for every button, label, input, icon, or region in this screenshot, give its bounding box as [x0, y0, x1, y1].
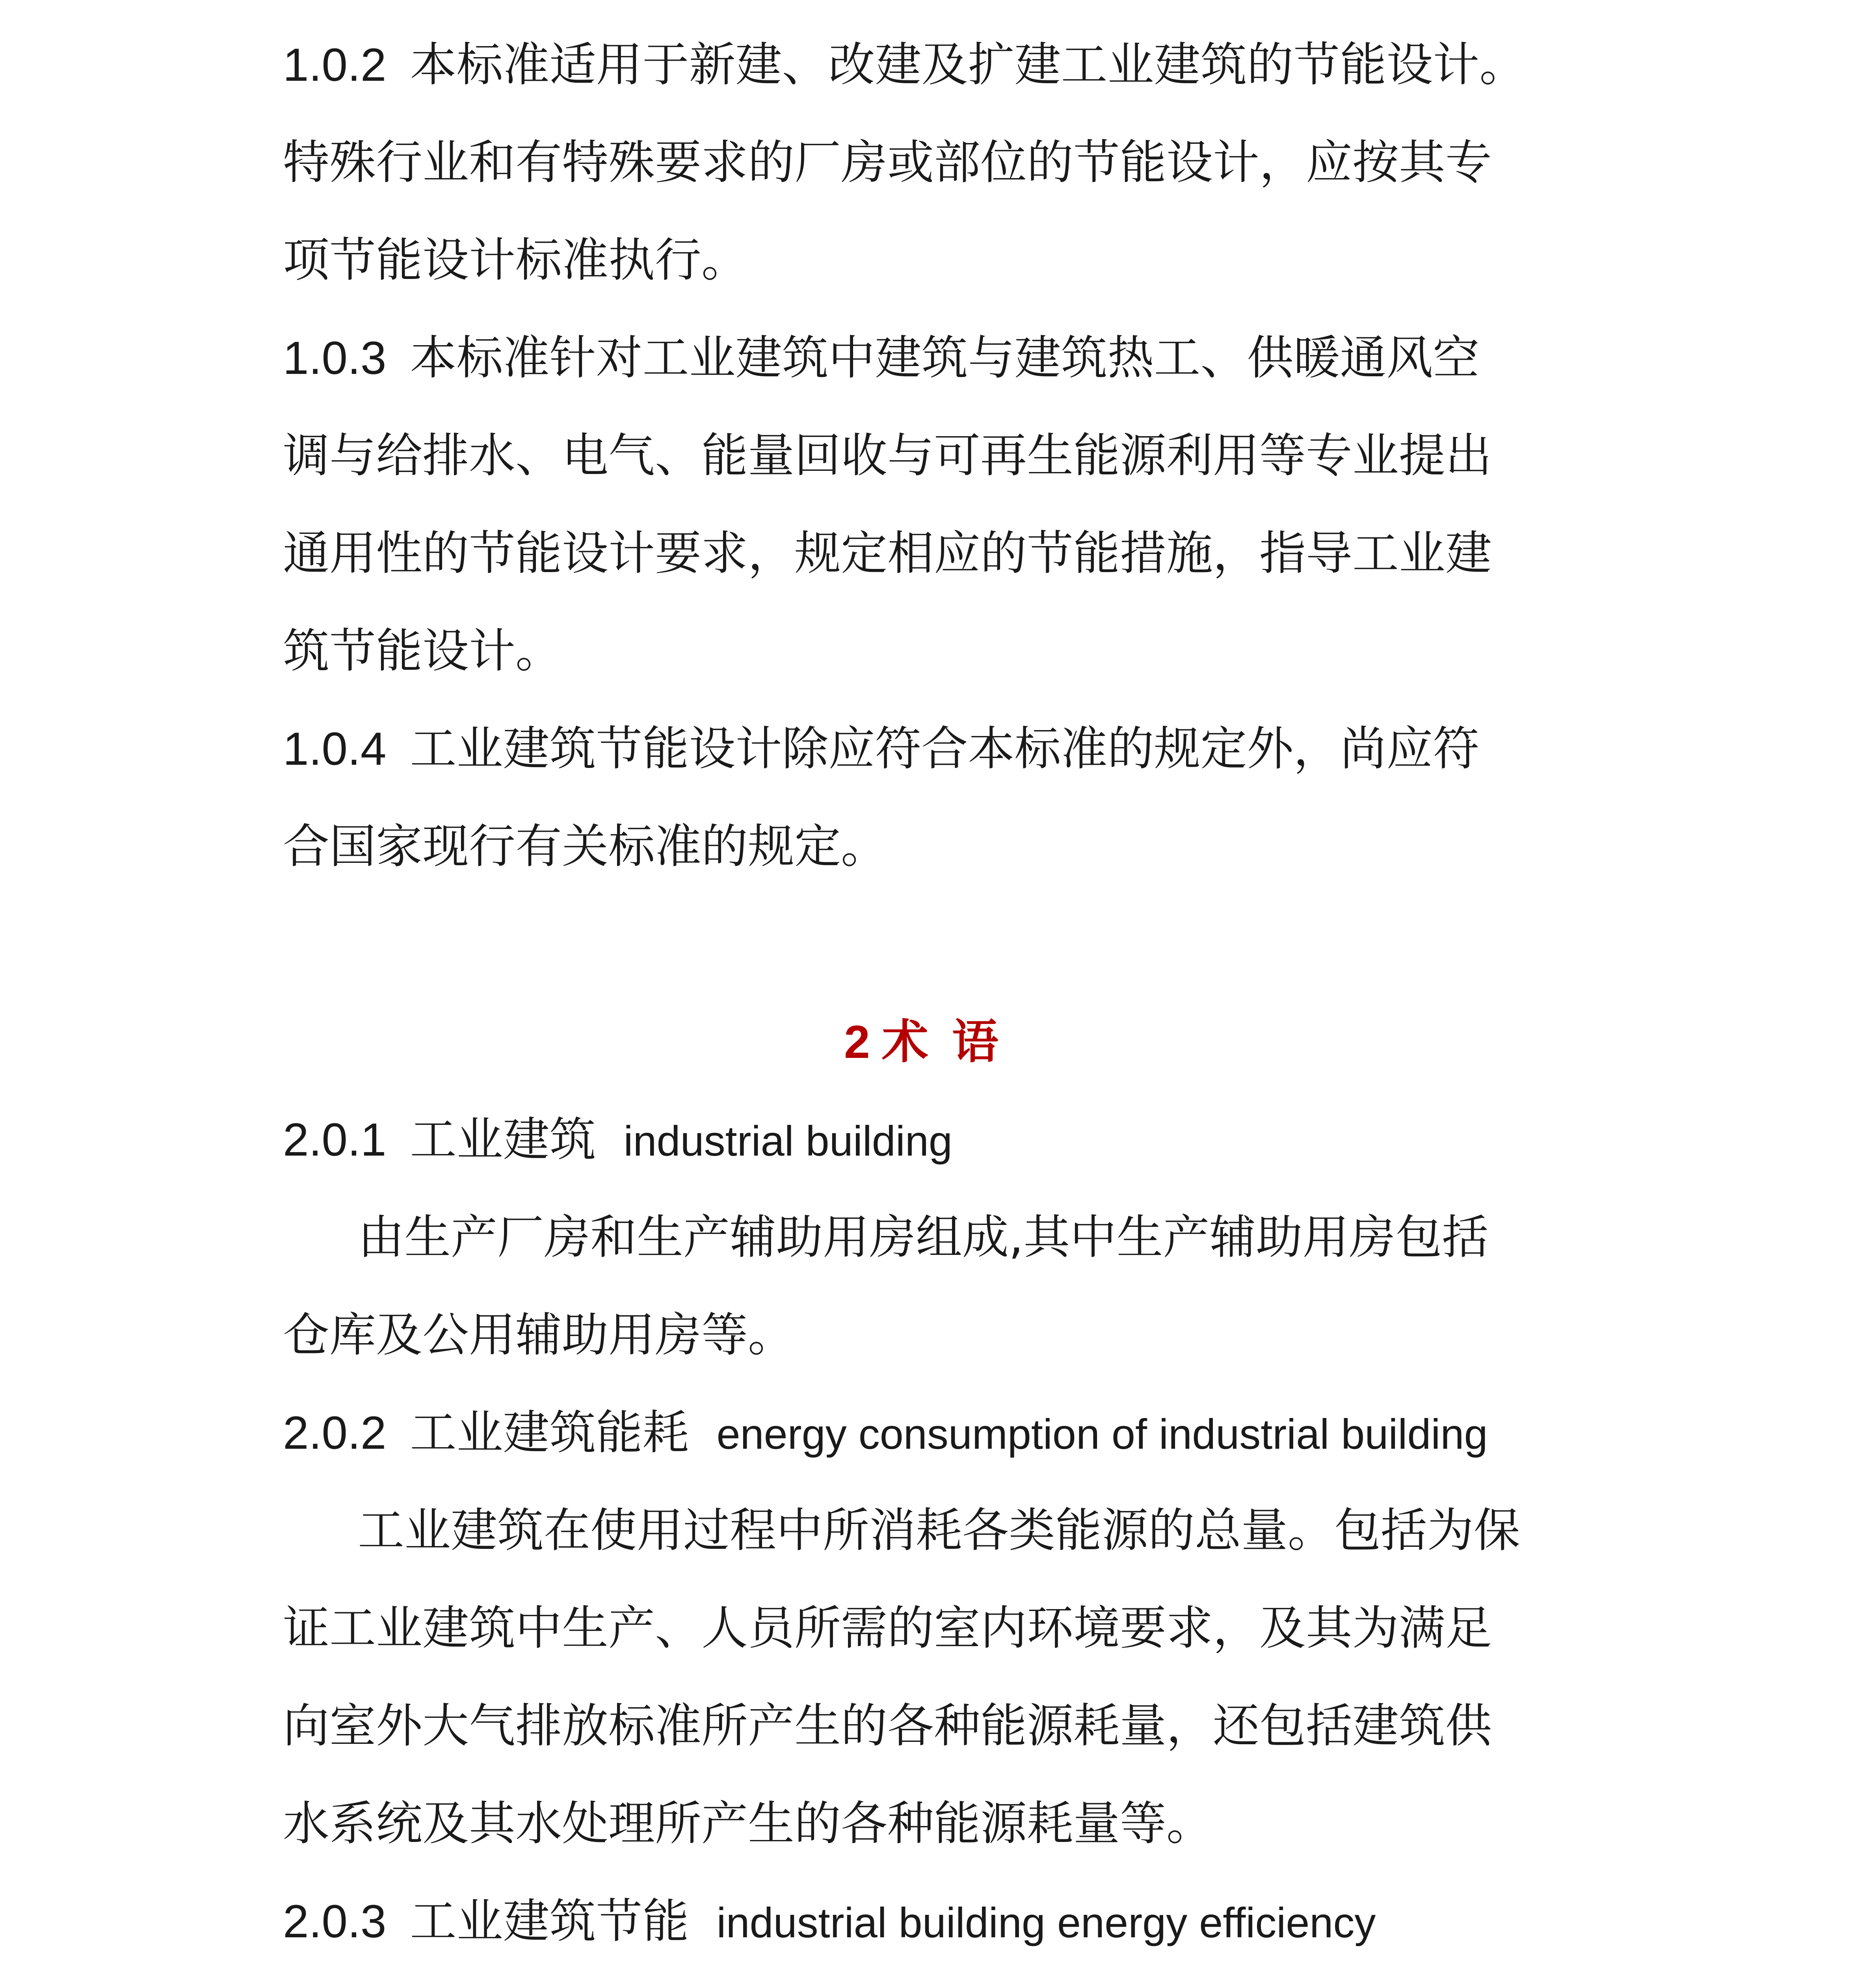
- term-english: industrial building energy efficiency: [716, 1899, 1376, 1946]
- clause-1-0-3-line-4: 筑节能设计。: [283, 624, 562, 678]
- clause-text: 本标准适用于新建、改建及扩建工业建筑的节能设计。: [410, 37, 1526, 92]
- clause-1-0-3-line-1: [283, 309, 1583, 407]
- clause-number: 1.0.3: [283, 332, 387, 384]
- term-2-0-2-line-3: 向室外大气排放标准所产生的各种能源耗量，还包括建筑供: [283, 1699, 1492, 1753]
- term-2-0-2-header: [283, 1384, 1583, 1481]
- clause-number: 2.0.2: [283, 1407, 387, 1459]
- term-chinese: 工业建筑能耗: [410, 1405, 689, 1460]
- clause-number: 2.0.3: [283, 1896, 387, 1948]
- term-2-0-1-line-2: 仓库及公用辅助用房等。: [283, 1308, 795, 1362]
- clause-1-0-3-line-3: 通用性的节能设计要求，规定相应的节能措施，指导工业建: [283, 526, 1492, 580]
- term-chinese: 工业建筑: [410, 1112, 596, 1167]
- term-2-0-2-line-1: 工业建筑在使用过程中所消耗各类能源的总量。包括为保: [358, 1503, 1521, 1557]
- clause-1-0-4-line-2: 合国家现行有关标准的规定。: [283, 819, 888, 873]
- term-2-0-1-header: [283, 1091, 1583, 1188]
- term-english: industrial building: [623, 1117, 952, 1165]
- term-2-0-1-line-1: 由生产厂房和生产辅助用房组成,其中生产辅助用房包括: [358, 1210, 1489, 1264]
- clause-1-0-2-line-1: [283, 16, 1583, 113]
- section-number: 2: [844, 1016, 870, 1068]
- clause-number: 1.0.2: [283, 39, 387, 91]
- term-english: energy consumption of industrial building: [716, 1410, 1488, 1458]
- document-page: [283, 16, 1583, 1970]
- clause-number: 2.0.1: [283, 1114, 387, 1166]
- section-title: 术语: [881, 1015, 1022, 1069]
- clause-1-0-2-line-3: 项节能设计标准执行。: [283, 233, 748, 287]
- clause-number: 1.0.4: [283, 723, 387, 775]
- term-chinese: 工业建筑节能: [410, 1894, 689, 1948]
- term-2-0-2-line-4: 水系统及其水处理所产生的各种能源耗量等。: [283, 1796, 1213, 1851]
- clause-1-0-4-line-1: [283, 700, 1583, 797]
- term-2-0-2-line-2: 证工业建筑中生产、人员所需的室内环境要求，及其为满足: [283, 1601, 1492, 1655]
- clause-text: 本标准针对工业建筑中建筑与建筑热工、供暖通风空: [410, 331, 1480, 385]
- clause-1-0-3-line-2: 调与给排水、电气、能量回收与可再生能源利用等专业提出: [283, 428, 1492, 483]
- section-heading: [283, 993, 1583, 1091]
- clause-text: 工业建筑节能设计除应符合本标准的规定外，尚应符: [410, 721, 1480, 776]
- term-2-0-3-header: [283, 1872, 1583, 1970]
- clause-1-0-2-line-2: 特殊行业和有特殊要求的厂房或部位的节能设计，应按其专: [283, 135, 1492, 190]
